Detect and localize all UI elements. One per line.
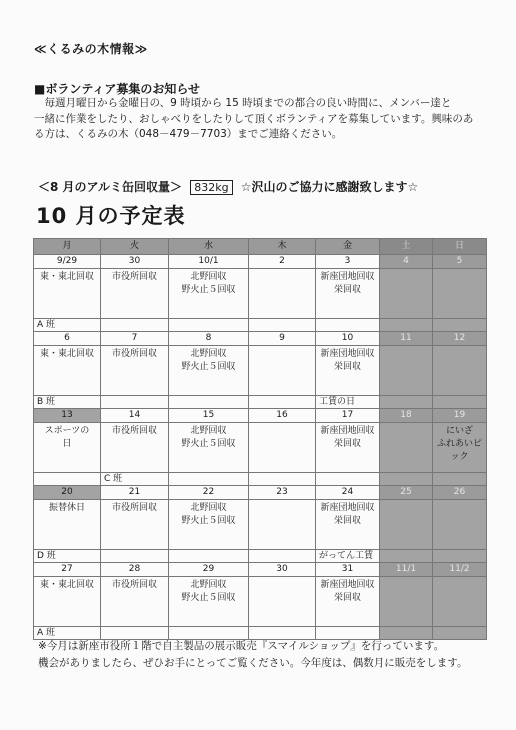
event-cell xyxy=(249,577,316,627)
event-text: 新座団地回収 xyxy=(320,349,375,359)
event-text: 市役所回収 xyxy=(111,426,157,436)
volunteer-body xyxy=(34,96,496,143)
week-2-events xyxy=(34,423,487,473)
date-cell: 11 xyxy=(380,332,433,346)
schedule-calendar xyxy=(33,238,487,640)
event-cell xyxy=(433,269,487,319)
event-text: 野火止５回収 xyxy=(181,362,236,372)
event-text: 北野回収 xyxy=(190,272,227,282)
event-cell xyxy=(101,423,169,473)
date-cell: 30 xyxy=(101,255,169,269)
event-text: ふれあいピ xyxy=(436,439,482,449)
event-text: 北野回収 xyxy=(190,503,227,513)
note-cell xyxy=(249,550,316,563)
event-cell xyxy=(433,577,487,627)
note-cell xyxy=(34,473,101,486)
week-4-dates xyxy=(34,563,487,577)
event-cell xyxy=(433,500,487,550)
aluminum-thanks: ☆沢山のご協力に感謝致します☆ xyxy=(240,180,419,194)
note-cell: D 班 xyxy=(34,550,101,563)
note-cell xyxy=(249,396,316,409)
date-cell: 25 xyxy=(380,486,433,500)
event-cell xyxy=(249,346,316,396)
event-text: 新座団地回収 xyxy=(320,503,375,513)
event-cell xyxy=(34,346,101,396)
weekday-0: 月 xyxy=(34,239,101,255)
event-cell xyxy=(169,423,249,473)
event-cell xyxy=(34,500,101,550)
footer-line-1: ※今月は新座市役所１階で自主製品の展示販売『スマイルショップ』を行っています。 xyxy=(38,640,445,652)
week-3-dates xyxy=(34,486,487,500)
event-text: 東・東北回収 xyxy=(39,349,94,359)
week-1-events xyxy=(34,346,487,396)
event-text: 栄回収 xyxy=(333,516,361,526)
date-cell: 4 xyxy=(380,255,433,269)
date-cell: 10 xyxy=(316,332,380,346)
event-cell xyxy=(380,577,433,627)
date-cell: 28 xyxy=(101,563,169,577)
event-text: 栄回収 xyxy=(333,439,361,449)
aluminum-label: ＜8 月のアルミ缶回収量＞ xyxy=(38,180,183,194)
weekday-1: 火 xyxy=(101,239,169,255)
event-cell xyxy=(380,500,433,550)
event-text: 栄回収 xyxy=(333,285,361,295)
event-text: 北野回収 xyxy=(190,349,227,359)
date-cell: 30 xyxy=(249,563,316,577)
event-cell xyxy=(101,500,169,550)
note-cell xyxy=(101,550,169,563)
event-cell xyxy=(34,577,101,627)
schedule-title: 10 月の予定表 xyxy=(36,204,186,228)
date-cell: 31 xyxy=(316,563,380,577)
weekday-2: 水 xyxy=(169,239,249,255)
date-cell: 20 xyxy=(34,486,101,500)
event-cell xyxy=(249,500,316,550)
weekday-4: 金 xyxy=(316,239,380,255)
event-text: 野火止５回収 xyxy=(181,516,236,526)
week-1-notes xyxy=(34,396,487,409)
note-cell xyxy=(101,396,169,409)
date-cell: 12 xyxy=(433,332,487,346)
event-cell xyxy=(101,577,169,627)
date-cell: 10/1 xyxy=(169,255,249,269)
volunteer-line-2: 一緒に作業をしたり、おしゃべりをしたりして頂くボランティアを募集しています。興味のあ xyxy=(34,112,474,125)
event-text: 野火止５回収 xyxy=(181,439,236,449)
weekday-3: 木 xyxy=(249,239,316,255)
date-cell: 21 xyxy=(101,486,169,500)
date-cell: 6 xyxy=(34,332,101,346)
note-cell xyxy=(433,319,487,332)
note-cell xyxy=(169,550,249,563)
date-cell: 9/29 xyxy=(34,255,101,269)
event-text: 栄回収 xyxy=(333,593,361,603)
event-text: 東・東北回収 xyxy=(39,580,94,590)
note-cell: A 班 xyxy=(34,627,101,640)
week-3-events xyxy=(34,500,487,550)
event-text: 野火止５回収 xyxy=(181,593,236,603)
week-0-dates xyxy=(34,255,487,269)
volunteer-line-1: 毎週月曜日から金曜日の、9 時頃から 15 時頃までの都合の良い時間に、メンバー達と xyxy=(34,97,452,109)
note-cell xyxy=(249,319,316,332)
date-cell: 9 xyxy=(249,332,316,346)
date-cell: 13 xyxy=(34,409,101,423)
weekday-5: 土 xyxy=(380,239,433,255)
note-cell xyxy=(101,319,169,332)
event-cell xyxy=(101,346,169,396)
note-cell xyxy=(249,473,316,486)
event-text: 北野回収 xyxy=(190,426,227,436)
note-cell xyxy=(433,550,487,563)
event-text: 日 xyxy=(62,439,72,449)
event-text: 新座団地回収 xyxy=(320,580,375,590)
event-text: にいざ xyxy=(445,426,473,436)
note-cell: B 班 xyxy=(34,396,101,409)
note-cell xyxy=(433,473,487,486)
aluminum-collection-line xyxy=(38,178,418,195)
note-cell: A 班 xyxy=(34,319,101,332)
date-cell: 11/2 xyxy=(433,563,487,577)
date-cell: 8 xyxy=(169,332,249,346)
note-cell xyxy=(380,473,433,486)
event-cell xyxy=(380,269,433,319)
date-cell: 29 xyxy=(169,563,249,577)
calendar-body xyxy=(34,255,487,640)
footer-line-2: 機会がありましたら、ぜひお手にとってご覧ください。今年度は、偶数月に販売をします。 xyxy=(38,657,468,669)
note-cell xyxy=(433,396,487,409)
week-2-dates xyxy=(34,409,487,423)
note-cell: C 班 xyxy=(101,473,169,486)
weekday-header-row xyxy=(34,239,487,255)
date-cell: 11/1 xyxy=(380,563,433,577)
week-0-events xyxy=(34,269,487,319)
event-text: 市役所回収 xyxy=(111,349,157,359)
note-cell: がってん工賃 xyxy=(316,550,380,563)
event-text: ック xyxy=(450,452,469,462)
note-cell xyxy=(316,473,380,486)
date-cell: 27 xyxy=(34,563,101,577)
note-cell xyxy=(169,319,249,332)
event-cell xyxy=(249,269,316,319)
event-cell xyxy=(380,423,433,473)
footer-note xyxy=(38,638,494,672)
note-cell xyxy=(380,396,433,409)
event-cell xyxy=(316,423,380,473)
event-cell xyxy=(316,346,380,396)
volunteer-title: ■ボランティア募集のお知らせ xyxy=(34,82,201,96)
note-cell: 工賃の日 xyxy=(316,396,380,409)
date-cell: 3 xyxy=(316,255,380,269)
date-cell: 15 xyxy=(169,409,249,423)
event-cell xyxy=(101,269,169,319)
note-cell xyxy=(169,396,249,409)
note-cell xyxy=(380,550,433,563)
week-1-dates xyxy=(34,332,487,346)
event-cell xyxy=(169,500,249,550)
event-cell xyxy=(169,269,249,319)
event-cell xyxy=(34,269,101,319)
date-cell: 24 xyxy=(316,486,380,500)
date-cell: 23 xyxy=(249,486,316,500)
aluminum-amount: 832kg xyxy=(190,180,232,195)
volunteer-line-3: る方は、くるみの木（048－479－7703）までご連絡ください。 xyxy=(34,128,343,140)
event-text: 振替休日 xyxy=(48,503,85,513)
date-cell: 17 xyxy=(316,409,380,423)
date-cell: 19 xyxy=(433,409,487,423)
date-cell: 18 xyxy=(380,409,433,423)
note-cell xyxy=(316,319,380,332)
date-cell: 2 xyxy=(249,255,316,269)
event-cell xyxy=(433,423,487,473)
event-cell xyxy=(380,346,433,396)
event-text: スポーツの xyxy=(44,426,90,436)
date-cell: 22 xyxy=(169,486,249,500)
event-text: 東・東北回収 xyxy=(39,272,94,282)
weekday-6: 日 xyxy=(433,239,487,255)
event-cell xyxy=(169,577,249,627)
week-0-notes xyxy=(34,319,487,332)
event-cell xyxy=(316,500,380,550)
week-4-events xyxy=(34,577,487,627)
date-cell: 26 xyxy=(433,486,487,500)
event-text: 市役所回収 xyxy=(111,272,157,282)
newsletter-header: ≪くるみの木情報≫ xyxy=(34,42,148,56)
event-cell xyxy=(169,346,249,396)
event-text: 新座団地回収 xyxy=(320,426,375,436)
event-text: 市役所回収 xyxy=(111,503,157,513)
week-2-notes xyxy=(34,473,487,486)
date-cell: 7 xyxy=(101,332,169,346)
event-cell xyxy=(316,577,380,627)
event-text: 野火止５回収 xyxy=(181,285,236,295)
event-cell xyxy=(34,423,101,473)
event-cell xyxy=(316,269,380,319)
event-cell xyxy=(433,346,487,396)
note-cell xyxy=(380,319,433,332)
date-cell: 16 xyxy=(249,409,316,423)
event-text: 北野回収 xyxy=(190,580,227,590)
event-text: 市役所回収 xyxy=(111,580,157,590)
week-3-notes xyxy=(34,550,487,563)
note-cell xyxy=(169,473,249,486)
event-text: 栄回収 xyxy=(333,362,361,372)
date-cell: 5 xyxy=(433,255,487,269)
date-cell: 14 xyxy=(101,409,169,423)
event-cell xyxy=(249,423,316,473)
event-text: 新座団地回収 xyxy=(320,272,375,282)
